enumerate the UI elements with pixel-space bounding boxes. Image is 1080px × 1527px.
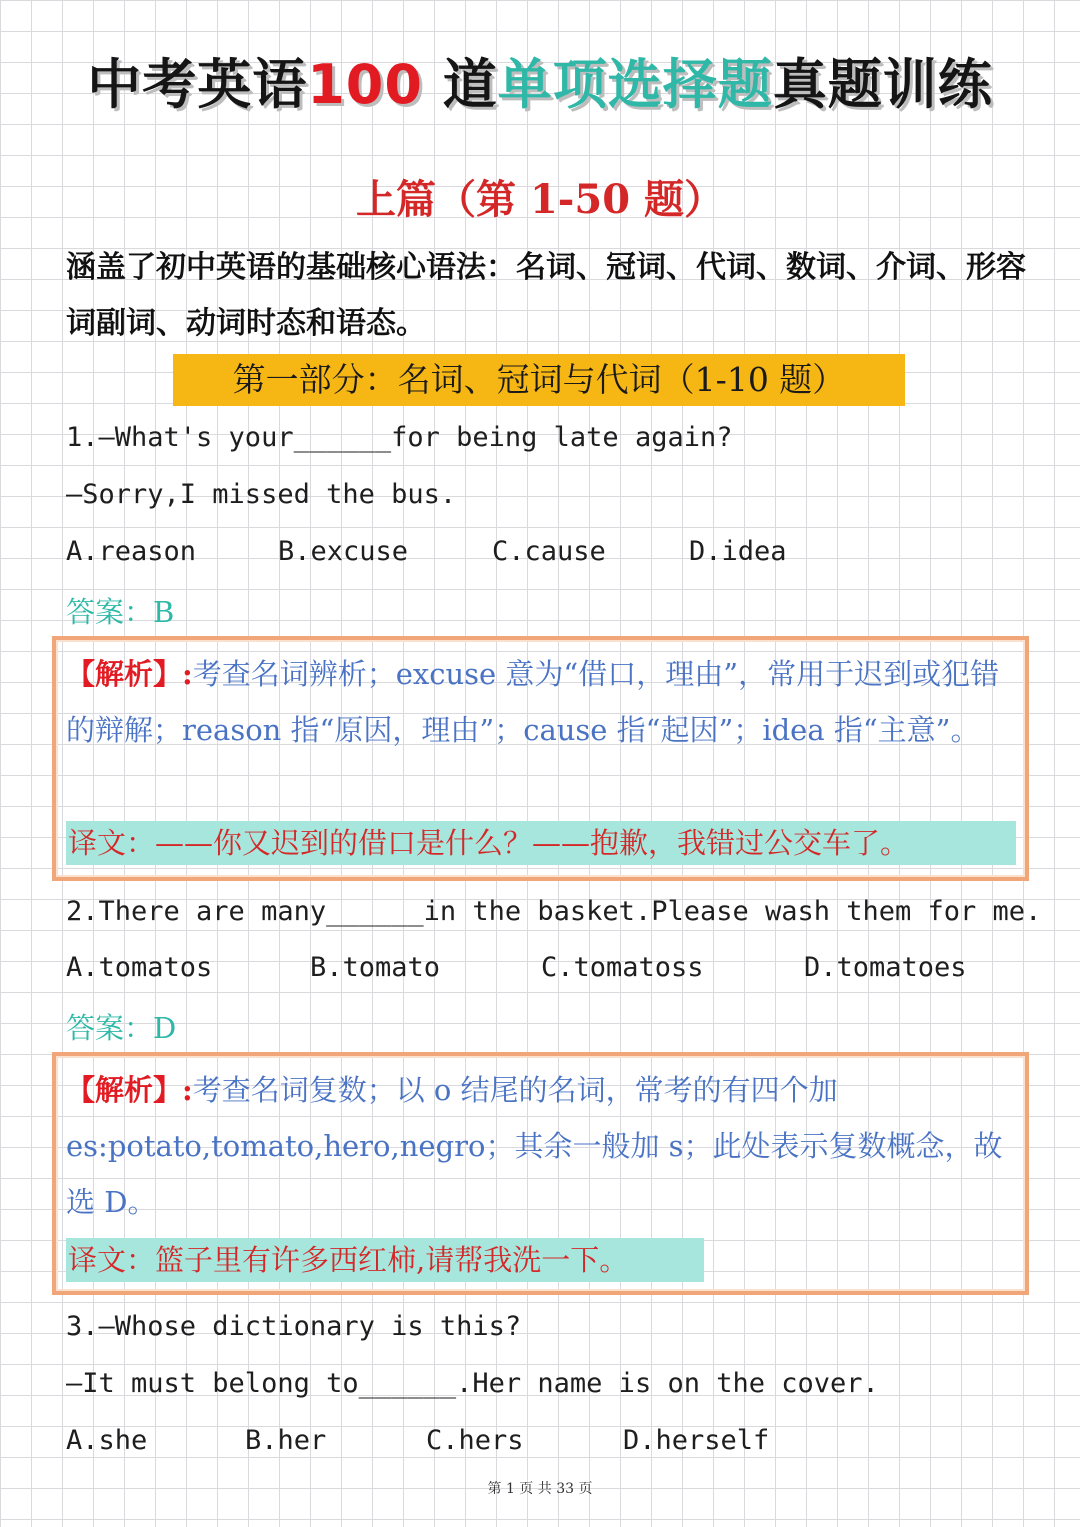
q2-answer: 答案：D <box>66 1011 177 1045</box>
q2-option-b: B.tomato <box>310 952 441 983</box>
analysis-tag: 【解析】: <box>66 657 193 691</box>
q2-option-c: C.tomatoss <box>541 952 704 983</box>
q3-line-1: 3.—Whose dictionary is this? <box>66 1311 522 1342</box>
document-title <box>0 42 1080 119</box>
q2-translation: 译文：篮子里有许多西红柿,请帮我洗一下。 <box>66 1238 704 1282</box>
title-part2: 道 <box>422 53 498 116</box>
title-part3: 真题训练 <box>772 53 993 116</box>
section-header: 第一部分：名词、冠词与代词（1-10 题） <box>173 354 905 406</box>
q3-option-d: D.herself <box>623 1425 770 1456</box>
q1-option-a: A.reason <box>66 536 197 567</box>
q1-option-b: B.excuse <box>278 536 409 567</box>
q2-analysis <box>66 1062 1018 1230</box>
subtitle: 上篇（第 1-50 题） <box>356 176 724 223</box>
analysis-text: 考查名词辨析；excuse 意为“借口，理由”，常用于迟到或犯错的辩解；reason 指“原因，理由”；cause 指“起因”；idea 指“主意”。 <box>66 657 1000 747</box>
q1-line-1: 1.—What's your______for being late again? <box>66 422 733 453</box>
q2-option-a: A.tomatos <box>66 952 213 983</box>
q3-line-2: —It must belong to______.Her name is on the cover. <box>66 1368 879 1399</box>
analysis-tag: 【解析】: <box>66 1073 193 1107</box>
title-part1: 中考英语 <box>87 53 308 116</box>
q1-option-d: D.idea <box>689 536 787 567</box>
q1-answer: 答案：B <box>66 595 175 629</box>
q2-option-d: D.tomatoes <box>804 952 967 983</box>
title-number: 100 <box>307 53 423 116</box>
title-highlight: 单项选择题 <box>497 53 773 116</box>
q1-analysis <box>66 646 1018 758</box>
q3-option-a: A.she <box>66 1425 148 1456</box>
q1-translation: 译文：——你又迟到的借口是什么？——抱歉，我错过公交车了。 <box>66 821 1016 865</box>
q2-line-1: 2.There are many______in the basket.Please wash them for me. <box>66 896 1042 927</box>
analysis-text: 考查名词复数；以 o 结尾的名词，常考的有四个加 es:potato,tomato,hero,negro；其余一般加 s；此处表示复数概念，故选 D。 <box>66 1073 1003 1219</box>
q3-option-b: B.her <box>245 1425 327 1456</box>
q1-option-c: C.cause <box>492 536 606 567</box>
q1-line-2: —Sorry,I missed the bus. <box>66 479 457 510</box>
page-footer: 第 1 页 共 33 页 <box>487 1481 593 1497</box>
q3-option-c: C.hers <box>426 1425 524 1456</box>
intro-paragraph: 涵盖了初中英语的基础核心语法：名词、冠词、代词、数词、介词、形容词副词、动词时态和语态。 <box>66 250 1026 341</box>
